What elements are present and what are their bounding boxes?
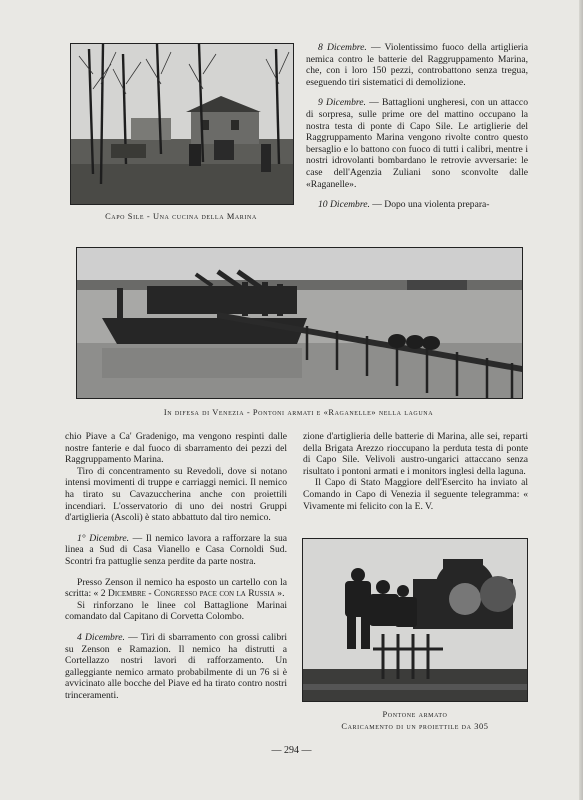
paragraph-1-dicembre: — Il nemico lavora a rafforzare la sua linea a Sud di Casa Vianello e Casa Cornoldi Sud. Scontri fra pattuglie senza perdite da parte nostra. — [65, 532, 288, 567]
paragraph-revedoli: Tiro di concentramento su Revedoli, dove si notano intensi movimenti di truppe e carriaggi nemici. Il nemico ha tirato su Cavazuccherina anche con proiettili incendiari. L'osservatorio di uno dei nostri Gruppi d'artiglieria (Ascoli) è stato abbattuto dal tiro nemico. — [65, 465, 287, 524]
paragraph-continued: chio Piave a Ca' Gradenigo, ma vengono respinti dalle nostre fanterie e dal fuoco di sbarramento dei pezzi del Raggruppamento Marina. — [65, 431, 287, 466]
date-9-dicembre: 9 Dicembre. — [318, 97, 366, 109]
date-1-dicembre: 1° Dicembre. — [77, 532, 130, 544]
caption-bottom-line2: Caricamento di un proiettile da 305 — [341, 722, 489, 731]
page-number: — 294 — — [271, 745, 312, 756]
photo-pontone-armato — [302, 538, 528, 702]
paragraph-4-dicembre: — Tiri di sbarramento con grossi calibri su Zenson e Ramazion. Il nemico ha distrutti a Cortellazzo nostri lavori di rafforzamento. Un galleggiante nemico armato probabilmente di un 76 si è avvicinato alle bocche del Piave ed ha tirato contro nostri trinceramenti. — [65, 631, 287, 701]
paragraph-brigata-arezzo: zione d'artiglieria delle batterie di Marina, alle sei, reparti della Brigata Arezzo rioccupano la perduta testa di ponte di Capo Sile. Velivoli austro-ungarici attaccano senza risultato i pontoni armati e i monitors inglesi della laguna. — [303, 431, 528, 477]
date-10-dicembre: 10 Dicembre. — [318, 199, 370, 211]
photo-capo-sile-kitchen — [70, 43, 294, 205]
text-column-right-bottom — [303, 431, 528, 512]
caption-bottom-line1: Pontone armato — [382, 710, 448, 719]
paragraph-9-dicembre: — Battaglioni ungheresi, con un attacco di sorpresa, sulle prime ore del mattino occupano la nostra testa di ponte di Capo Sile. Le artiglierie del Raggruppamento Marina vengono rivolte contro questo bersaglio e lo battono con fuoco di tutti i calibri, mentre i nostri idrovolanti bombardano le retrovie avversarie: le case dell'Agenzia Zuliani sono sconvolte dalle «Raganelle». — [306, 97, 528, 190]
page-edge — [579, 0, 583, 800]
caption-middle-photo: In difesa di Venezia - Pontoni armati e «Raganelle» nella laguna — [163, 408, 434, 417]
paragraph-battaglione: Si rinforzano le linee col Battaglione Marinai comandato dal Capitano di Corvetta Colombo. — [65, 599, 287, 623]
caption-top-photo: Capo Sile - Una cucina della Marina — [105, 212, 257, 221]
paragraph-10-dicembre: — Dopo una violenta prepara- — [369, 199, 490, 211]
photo-venezia-pontoni — [76, 247, 523, 399]
date-8-dicembre: 8 Dicembre. — [318, 42, 367, 53]
caption-bottom-photo — [300, 709, 530, 733]
paragraph-8-dicembre: — Violentissimo fuoco della artiglieria nemica contro le batterie del Raggruppamento Marina, che, con i loro 150 pezzi, controbattono senza tregua, eseguendo tiri sistematici di demolizione. — [306, 42, 528, 88]
paragraph-zenson-a: Presso Zenson il nemico ha esposto un cartello con la scritta: « — [65, 576, 287, 600]
sign-text: 2 Dicembre - Congresso pace con la Russia — [100, 588, 275, 600]
text-column-left-bottom — [65, 431, 287, 701]
paragraph-zenson-b: ». — [274, 588, 285, 600]
text-column-right-top — [306, 42, 528, 211]
paragraph-telegramma: Il Capo di Stato Maggiore dell'Esercito ha inviato al Comando in Capo di Venezia il seguente telegramma: « Vivamente mi felicito con la E. V. — [303, 477, 528, 512]
date-4-dicembre: 4 Dicembre. — [77, 631, 125, 643]
